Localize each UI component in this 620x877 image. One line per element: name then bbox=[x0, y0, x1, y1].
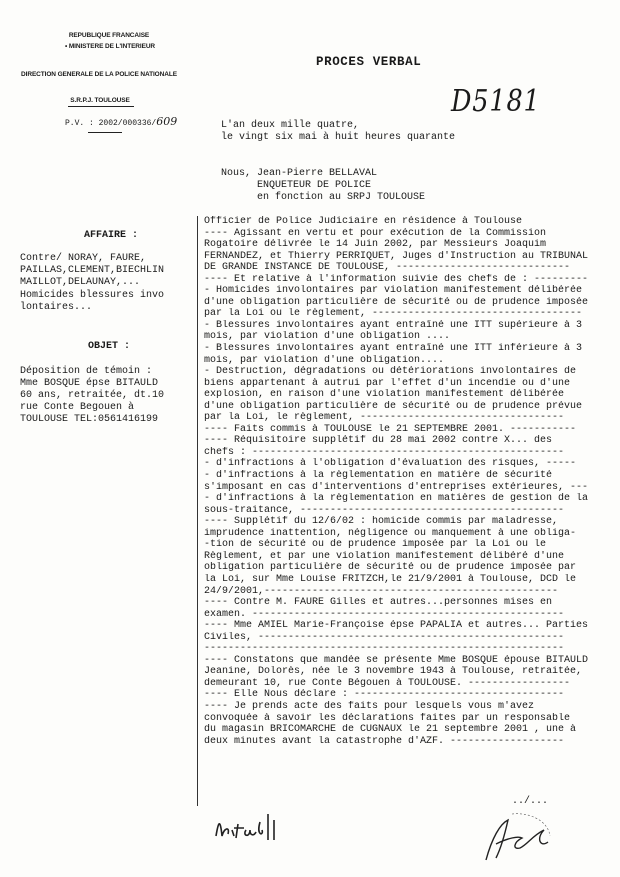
affaire-line: Contre/ NORAY, FAURE, bbox=[20, 253, 147, 264]
body-line: - Blessures involontaires ayant entraîné une ITT inférieure à 3 bbox=[204, 343, 583, 355]
affaire-line: Homicides blessures invo bbox=[20, 290, 165, 301]
body-line: FERNANDEZ, et Thierry PERRIQUET, Juges d'Instruction au TRIBUNAL bbox=[204, 250, 589, 262]
pv-suffix: 609 bbox=[156, 115, 178, 128]
body-line: Civiles, --------------------------------------------------- bbox=[204, 631, 565, 643]
objet-line: Déposition de témoin : bbox=[20, 366, 153, 377]
body-line: - d'infractions à la règlementation en matières de gestion de la bbox=[204, 493, 589, 505]
header-direction: DIRECTION GENERALE DE LA POLICE NATIONALE bbox=[21, 71, 177, 78]
officer-signature bbox=[478, 808, 558, 868]
document-number: D5181 bbox=[451, 84, 541, 119]
body-line: examen. ---------------------------------------------------- bbox=[204, 608, 565, 620]
date-line-2: le vingt six mai à huit heures quarante bbox=[221, 132, 456, 143]
body-line: ---- Elle Nous déclare : ----------------------------------- bbox=[204, 689, 565, 701]
body-line: - Blessures involontaires ayant entraîné une ITT supérieure à 3 bbox=[204, 319, 583, 331]
body-line: la Loi, sur Mme Louise FRITZCH,le 21/9/2001 à Toulouse, DCD le bbox=[204, 573, 577, 585]
body-line: d'une obligation particulière de sécurité ou de prudence prévue bbox=[204, 400, 583, 412]
body-line: par la Loi ou le règlement, ----------------------------------- bbox=[204, 308, 583, 320]
body-line: 24/9/2001,------------------------------------------------- bbox=[204, 585, 559, 597]
header-ministry: • MINISTERE DE L'INTERIEUR bbox=[64, 43, 156, 50]
body-line: du magasin BRICOMARCHE de CUGNAUX le 21 septembre 2001 , une à bbox=[204, 724, 577, 736]
body-line: ---- Agissant en vertu et pour exécution de la Commission bbox=[204, 227, 547, 239]
body-line: d'une obligation particulière de sécurité ou de prudence imposée bbox=[204, 296, 589, 308]
margin-rule bbox=[197, 216, 198, 806]
body-line: ---- Je prends acte des faits pour lesquels vous m'avez bbox=[204, 700, 535, 712]
body-line: ---- Supplétif du 12/6/02 : homicide commis par maladresse, bbox=[204, 516, 559, 528]
body-line: - d'infractions à l'obligation d'évaluation des risques, ----- bbox=[204, 458, 577, 470]
body-line: imprudence inattention, négligence ou manquement à une obliga- bbox=[204, 527, 577, 539]
body-line: s'imposant en cas d'interventions d'entreprises extérieures, --- bbox=[204, 481, 589, 493]
body-line: mois, par violation d'une obligation .... bbox=[204, 331, 451, 343]
body-line: biens appartenant à autrui par l'effet d'un incendie ou d'une bbox=[204, 377, 571, 389]
objet-line: TOULOUSE TEL:0561416199 bbox=[20, 414, 159, 425]
pv-underline bbox=[88, 132, 122, 133]
page-title: PROCES VERBAL bbox=[316, 55, 422, 69]
pv-label: P.V. : 2002/000336/ bbox=[65, 119, 157, 128]
body-line: ---- Faits commis à TOULOUSE le 21 SEPTEMBRE 2001. ----------- bbox=[204, 423, 577, 435]
header-srpj-underline bbox=[68, 106, 134, 107]
body-line: demeurant 10, rue Conte Bégouen à TOULOUSE. ----------------- bbox=[204, 677, 571, 689]
pv-number bbox=[65, 115, 177, 128]
body-line: ---- Constatons que mandée se présente Mme BOSQUE épouse BITAULD bbox=[204, 654, 589, 666]
body-line: convoquée à savoir les déclarations faites par un responsable bbox=[204, 712, 571, 724]
body-line: Jeanine, Dolorès, née le 3 novembre 1943 à Toulouse, retraitée, bbox=[204, 666, 583, 678]
body-line: ------------------------------------------------------------ bbox=[204, 643, 565, 655]
officer-line-1: Nous, Jean-Pierre BELLAVAL bbox=[221, 168, 378, 179]
body-line: -tion de sécurité ou de prudence imposée par la Loi ou le bbox=[204, 539, 547, 551]
affaire-line: MAILLOT,DELAUNAY,... bbox=[20, 277, 141, 288]
body-line: explosion, en raison d'une violation manifestement délibérée bbox=[204, 389, 565, 401]
body-line: ---- Réquisitoire supplétif du 28 mai 2002 contre X... des bbox=[204, 435, 553, 447]
affaire-line: lontaires... bbox=[20, 302, 93, 313]
header-republic: REPUBLIQUE FRANCAISE bbox=[68, 32, 150, 39]
body-line: ---- Contre M. FAURE Gilles et autres...personnes mises en bbox=[204, 597, 553, 609]
body-line: ---- Mme AMIEL Marie-Françoise épse PAPALIA et autres... Parties bbox=[204, 620, 589, 632]
date-line-1: L'an deux mille quatre, bbox=[221, 120, 360, 131]
affaire-label: AFFAIRE : bbox=[84, 230, 139, 241]
body-line: DE GRANDE INSTANCE DE TOULOUSE, ----------------------------- bbox=[204, 262, 571, 274]
header-srpj: S.R.P.J. TOULOUSE bbox=[70, 97, 130, 104]
continuation-marker: ../... bbox=[512, 796, 549, 807]
body-line: sous-traitance, -------------------------------------------- bbox=[204, 504, 565, 516]
objet-line: rue Conte Begouen à bbox=[20, 402, 135, 413]
body-line: par la Loi, le règlement, ---------------------------------- bbox=[204, 412, 565, 424]
body-line: Règlement, et par une violation manifestement délibéré d'une bbox=[204, 550, 565, 562]
body-line: - Destruction, dégradations ou détériorations involontaires de bbox=[204, 366, 577, 378]
witness-signature bbox=[212, 806, 292, 846]
body-line: Officier de Police Judiciaire en résidence à Toulouse bbox=[204, 216, 523, 227]
objet-line: Mme BOSQUE épse BITAULD bbox=[20, 378, 159, 389]
affaire-line: PAILLAS,CLEMENT,BIECHLIN bbox=[20, 265, 165, 276]
body-line: chefs : ---------------------------------------------------- bbox=[204, 446, 565, 458]
body-line: obligation particulière de sécurité ou de prudence imposée par bbox=[204, 562, 577, 574]
body-line: - Homicides involontaires par violation manifestement délibérée bbox=[204, 285, 583, 297]
body-line: - d'infractions à la règlementation en matière de sécurité bbox=[204, 470, 553, 482]
officer-line-3: en fonction au SRPJ TOULOUSE bbox=[221, 192, 426, 203]
objet-label: OBJET : bbox=[88, 341, 131, 352]
body-line: ---- Et relative à l'information suivie des chefs de : --------- bbox=[204, 273, 589, 285]
body-line: deux minutes avant la catastrophe d'AZF. ------------------- bbox=[204, 735, 565, 747]
body-line: mois, par violation d'une obligation.... bbox=[204, 354, 445, 366]
body-text bbox=[204, 216, 604, 747]
officer-line-2: ENQUETEUR DE POLICE bbox=[221, 180, 372, 191]
body-line: Rogatoire délivrée le 14 Juin 2002, par Messieurs Joaquim bbox=[204, 239, 547, 251]
objet-line: 60 ans, retraitée, dt.10 bbox=[20, 390, 165, 401]
